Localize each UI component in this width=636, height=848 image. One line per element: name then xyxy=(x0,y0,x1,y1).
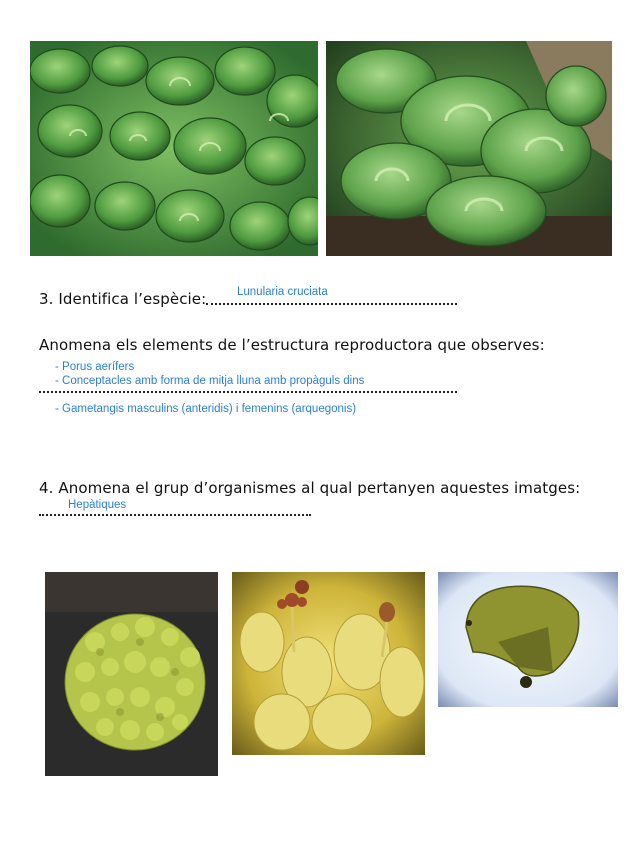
question-3-answer-line xyxy=(206,303,457,305)
liverwort-photo-bottom-middle xyxy=(232,572,425,755)
question-3-label: 3. Identifica l’espècie: xyxy=(39,290,207,308)
question-3-answer: Lunularia cruciata xyxy=(237,286,328,298)
question-4-label: 4. Anomena el grup d’organismes al qual pertanyen aquestes imatges: xyxy=(39,479,581,497)
reproductive-answer-2: - Conceptacles amb forma de mitja lluna amb propàguls dins xyxy=(55,375,365,387)
reproductive-answer-line xyxy=(39,391,457,393)
reproductive-answer-1: - Porus aerífers xyxy=(55,361,135,373)
liverwort-photo-top-right xyxy=(326,41,612,256)
liverwort-microscope-photo xyxy=(438,572,618,707)
reproductive-structure-label: Anomena els elements de l’estructura reproductora que observes: xyxy=(39,336,545,354)
liverwort-photo-top-left xyxy=(30,41,318,256)
question-4-answer: Hepàtiques xyxy=(68,499,127,511)
liverwort-photo-bottom-left xyxy=(45,572,218,776)
reproductive-answer-3: - Gametangis masculins (anteridis) i femenins (arquegonis) xyxy=(55,403,357,415)
question-4-answer-line xyxy=(39,514,311,516)
